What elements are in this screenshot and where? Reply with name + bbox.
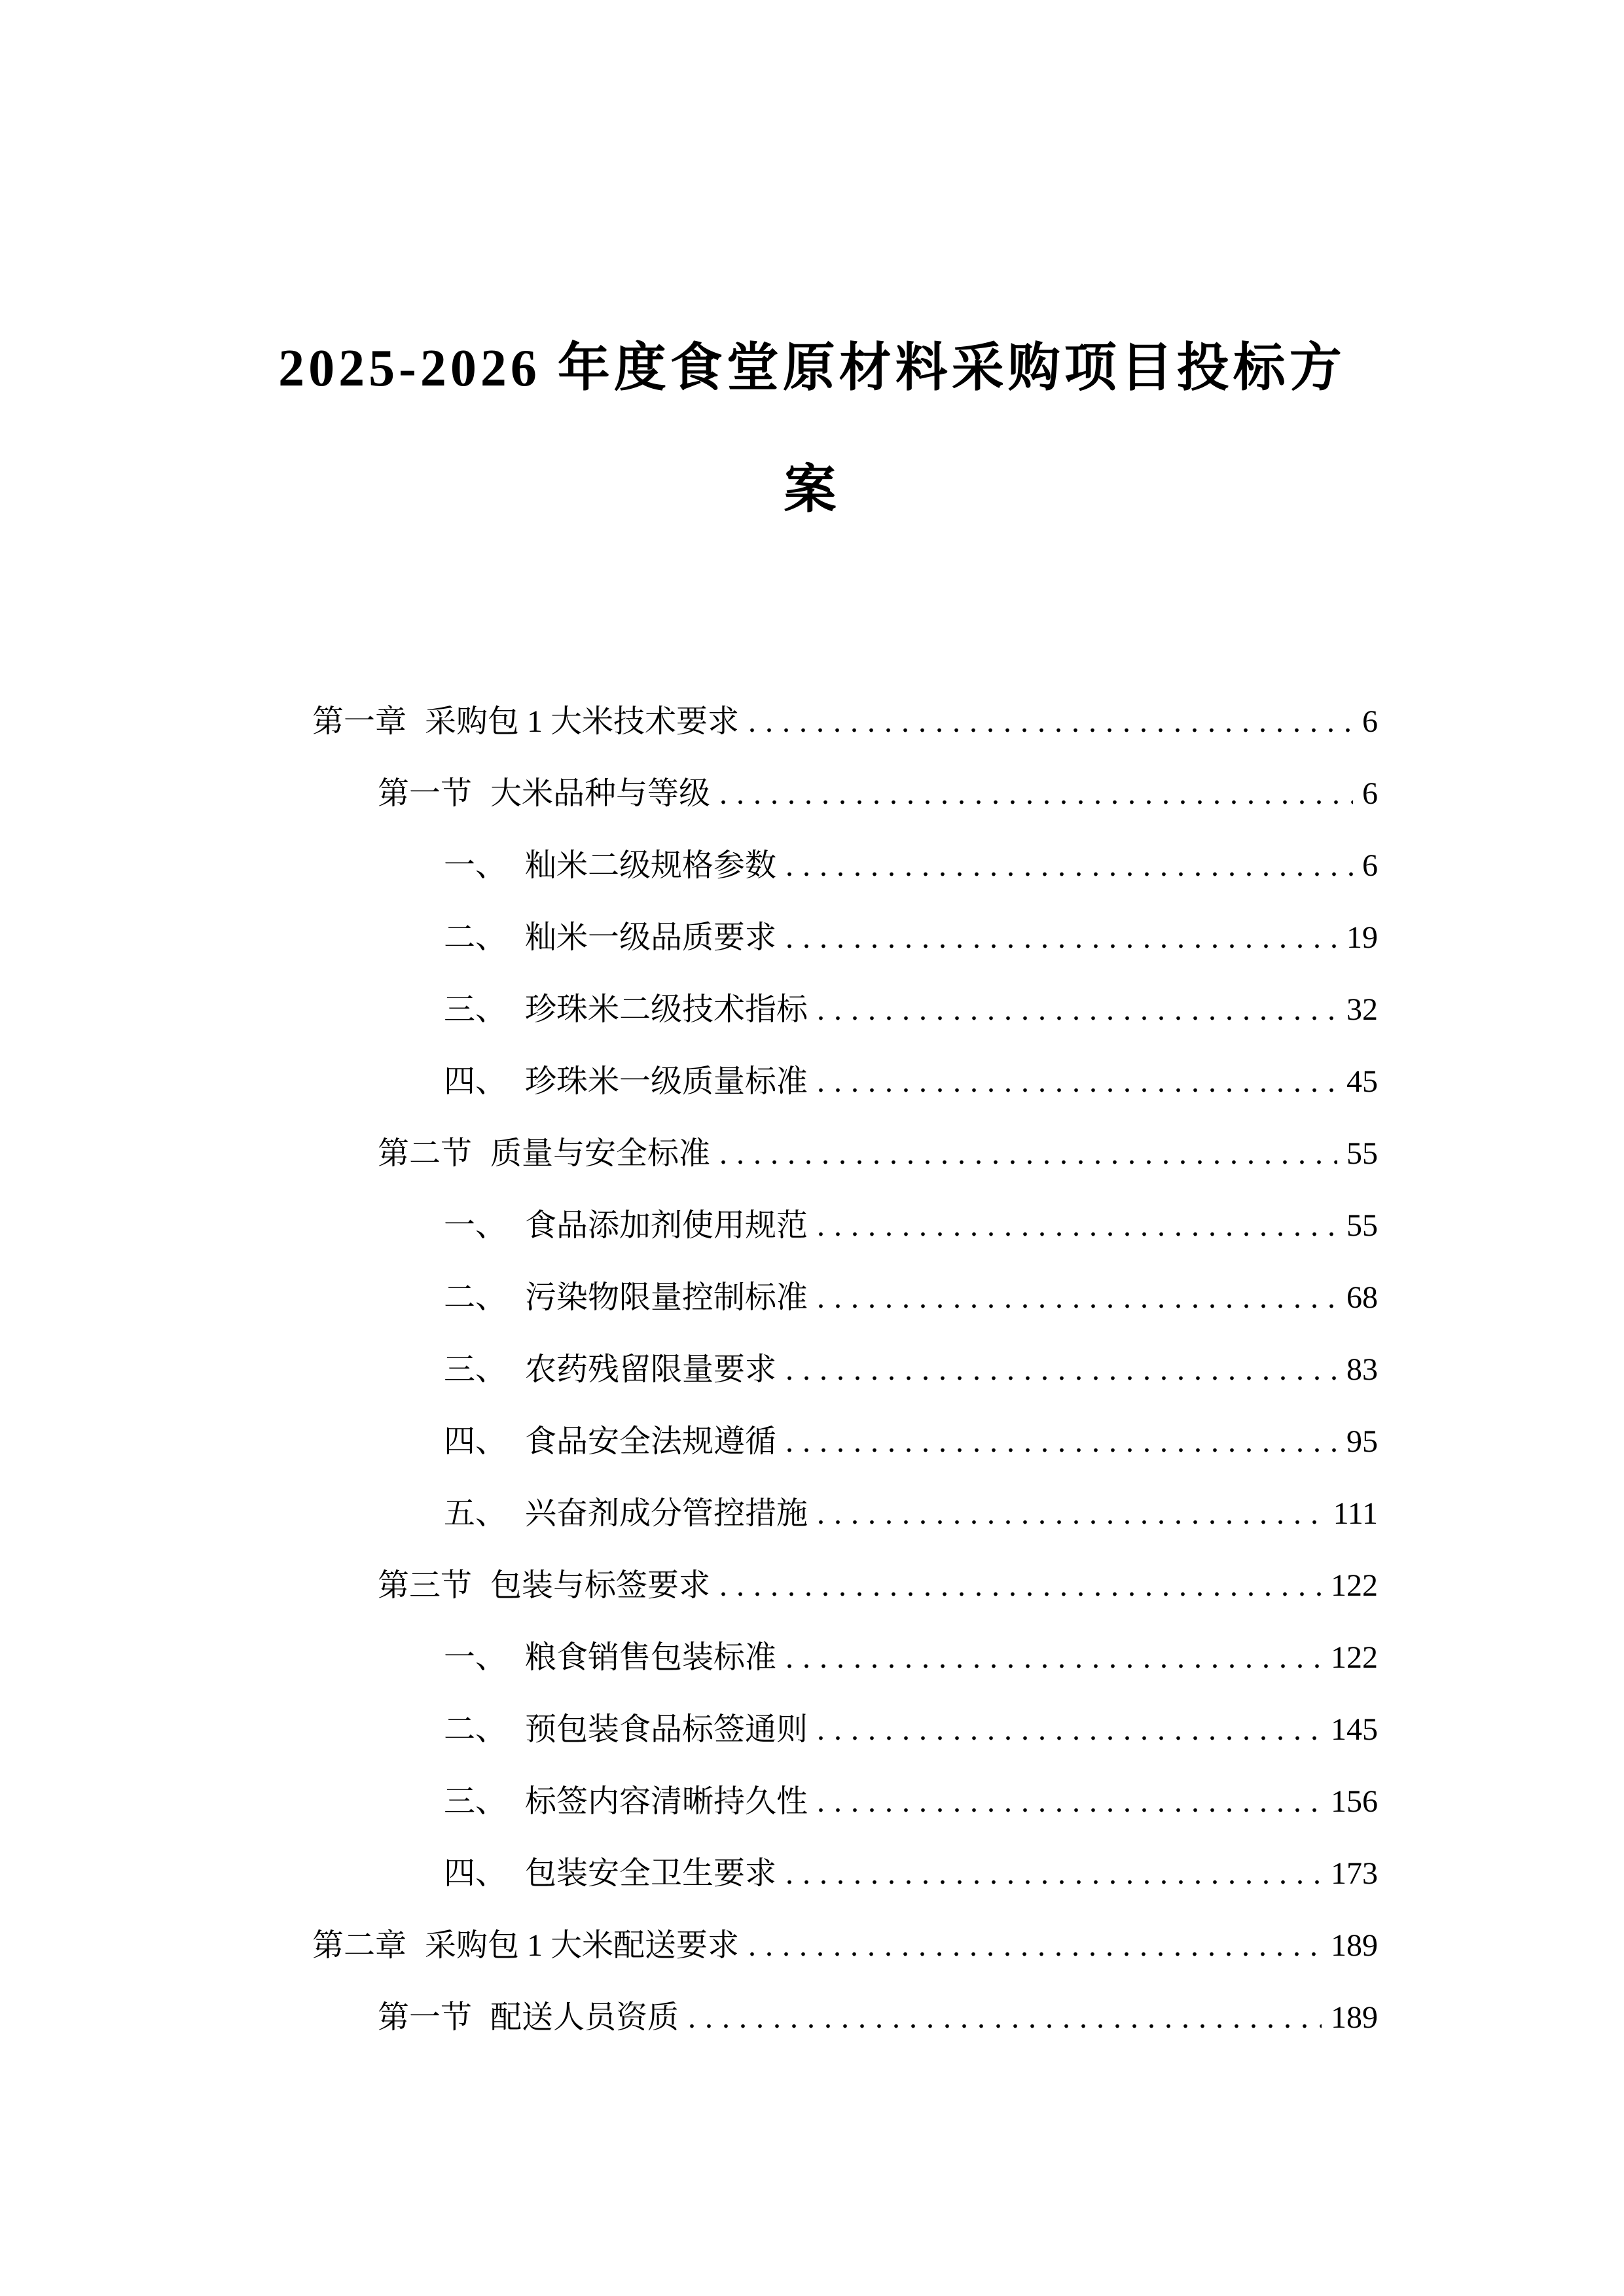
document-title xyxy=(0,308,1624,551)
toc-entry-label: 质量与安全标准 xyxy=(490,1136,711,1171)
toc-page-number: 83 xyxy=(1346,1352,1378,1387)
toc-page-number: 32 xyxy=(1346,992,1378,1027)
dot-leader xyxy=(719,758,1353,830)
dot-leader xyxy=(817,974,1337,1046)
toc-entry-number: 一、 xyxy=(444,848,507,883)
toc-entry-label: 食品添加剂使用规范 xyxy=(525,1208,808,1243)
toc-page-number: 156 xyxy=(1331,1784,1378,1819)
dot-leader xyxy=(748,1910,1322,1982)
toc-page-number: 189 xyxy=(1331,1928,1378,1963)
toc-entry[interactable] xyxy=(0,1982,1378,2054)
toc-entry-label: 标签内容清晰持久性 xyxy=(525,1784,808,1819)
toc-entry[interactable] xyxy=(0,1478,1378,1550)
toc-entry-number: 三、 xyxy=(444,1352,507,1387)
dot-leader xyxy=(785,1838,1322,1910)
table-of-contents xyxy=(0,686,1378,2054)
dot-leader xyxy=(748,686,1353,758)
toc-entry-number: 一、 xyxy=(444,1640,507,1675)
toc-entry-number: 第二章 xyxy=(312,1928,407,1963)
toc-entry-label: 预包装食品标签通则 xyxy=(525,1712,808,1747)
toc-entry-label: 食品安全法规遵循 xyxy=(525,1424,777,1459)
toc-entry[interactable] xyxy=(0,1766,1378,1838)
toc-entry[interactable] xyxy=(0,902,1378,974)
toc-entry-label: 配送人员资质 xyxy=(490,2000,679,2035)
title-line-1: 2025-2026 年度食堂原材料采购项目投标方 xyxy=(278,340,1346,397)
toc-entry[interactable] xyxy=(0,1910,1378,1982)
dot-leader xyxy=(785,902,1337,974)
toc-entry-label: 采购包 1 大米配送要求 xyxy=(425,1928,740,1963)
toc-page-number: 111 xyxy=(1333,1496,1378,1531)
toc-entry[interactable] xyxy=(0,686,1378,758)
toc-entry[interactable] xyxy=(0,1118,1378,1190)
toc-entry-label: 粮食销售包装标准 xyxy=(525,1640,777,1675)
dot-leader xyxy=(817,1262,1337,1334)
toc-entry[interactable] xyxy=(0,1262,1378,1334)
dot-leader xyxy=(817,1694,1322,1766)
toc-entry[interactable] xyxy=(0,1838,1378,1910)
toc-entry-number: 一、 xyxy=(444,1208,507,1243)
dot-leader xyxy=(785,830,1353,902)
toc-entry-number: 第一节 xyxy=(378,2000,473,2035)
toc-entry-number: 二、 xyxy=(444,920,507,955)
toc-entry-number: 四、 xyxy=(444,1856,507,1891)
title-line-2: 案 xyxy=(784,461,840,519)
dot-leader xyxy=(817,1766,1322,1838)
toc-page-number: 122 xyxy=(1331,1568,1378,1603)
toc-entry-label: 采购包 1 大米技术要求 xyxy=(425,704,740,739)
toc-entry-label: 籼米二级规格参数 xyxy=(525,848,777,883)
toc-entry-number: 五、 xyxy=(444,1496,507,1531)
toc-page-number: 55 xyxy=(1346,1208,1378,1243)
toc-entry[interactable] xyxy=(0,758,1378,830)
toc-entry[interactable] xyxy=(0,1190,1378,1262)
toc-page-number: 145 xyxy=(1331,1712,1378,1747)
toc-entry-label: 珍珠米二级技术指标 xyxy=(525,992,808,1027)
toc-entry-number: 第一节 xyxy=(378,776,473,811)
toc-page-number: 68 xyxy=(1346,1280,1378,1315)
toc-page-number: 95 xyxy=(1346,1424,1378,1459)
toc-page-number: 6 xyxy=(1362,848,1378,883)
dot-leader xyxy=(785,1334,1337,1406)
toc-entry-number: 三、 xyxy=(444,1784,507,1819)
toc-page-number: 173 xyxy=(1331,1856,1378,1891)
toc-entry-label: 农药残留限量要求 xyxy=(525,1352,777,1387)
toc-entry[interactable] xyxy=(0,1046,1378,1118)
dot-leader xyxy=(719,1550,1322,1622)
toc-entry[interactable] xyxy=(0,974,1378,1046)
toc-entry-label: 籼米一级品质要求 xyxy=(525,920,777,955)
toc-entry[interactable] xyxy=(0,1406,1378,1478)
toc-page-number: 122 xyxy=(1331,1640,1378,1675)
dot-leader xyxy=(719,1118,1337,1190)
toc-entry-label: 包装与标签要求 xyxy=(490,1568,711,1603)
toc-page-number: 19 xyxy=(1346,920,1378,955)
toc-entry-label: 兴奋剂成分管控措施 xyxy=(525,1496,808,1531)
toc-page-number: 6 xyxy=(1362,704,1378,739)
toc-entry[interactable] xyxy=(0,1694,1378,1766)
toc-entry-number: 四、 xyxy=(444,1064,507,1099)
toc-entry[interactable] xyxy=(0,1622,1378,1694)
toc-page-number: 6 xyxy=(1362,776,1378,811)
dot-leader xyxy=(817,1190,1337,1262)
toc-entry-label: 包装安全卫生要求 xyxy=(525,1856,777,1891)
toc-entry-number: 第一章 xyxy=(312,704,407,739)
toc-page-number: 189 xyxy=(1331,2000,1378,2035)
toc-entry[interactable] xyxy=(0,830,1378,902)
toc-entry[interactable] xyxy=(0,1550,1378,1622)
dot-leader xyxy=(817,1478,1324,1550)
toc-entry-label: 污染物限量控制标准 xyxy=(525,1280,808,1315)
dot-leader xyxy=(688,1982,1322,2054)
toc-page-number: 45 xyxy=(1346,1064,1378,1099)
toc-entry[interactable] xyxy=(0,1334,1378,1406)
dot-leader xyxy=(817,1046,1337,1118)
toc-entry-number: 四、 xyxy=(444,1424,507,1459)
dot-leader xyxy=(785,1406,1337,1478)
toc-entry-number: 二、 xyxy=(444,1280,507,1315)
toc-entry-number: 二、 xyxy=(444,1712,507,1747)
toc-entry-number: 第二节 xyxy=(378,1136,473,1171)
toc-entry-label: 大米品种与等级 xyxy=(490,776,711,811)
toc-entry-number: 第三节 xyxy=(378,1568,473,1603)
toc-entry-label: 珍珠米一级质量标准 xyxy=(525,1064,808,1099)
toc-page-number: 55 xyxy=(1346,1136,1378,1171)
dot-leader xyxy=(785,1622,1322,1694)
toc-entry-number: 三、 xyxy=(444,992,507,1027)
